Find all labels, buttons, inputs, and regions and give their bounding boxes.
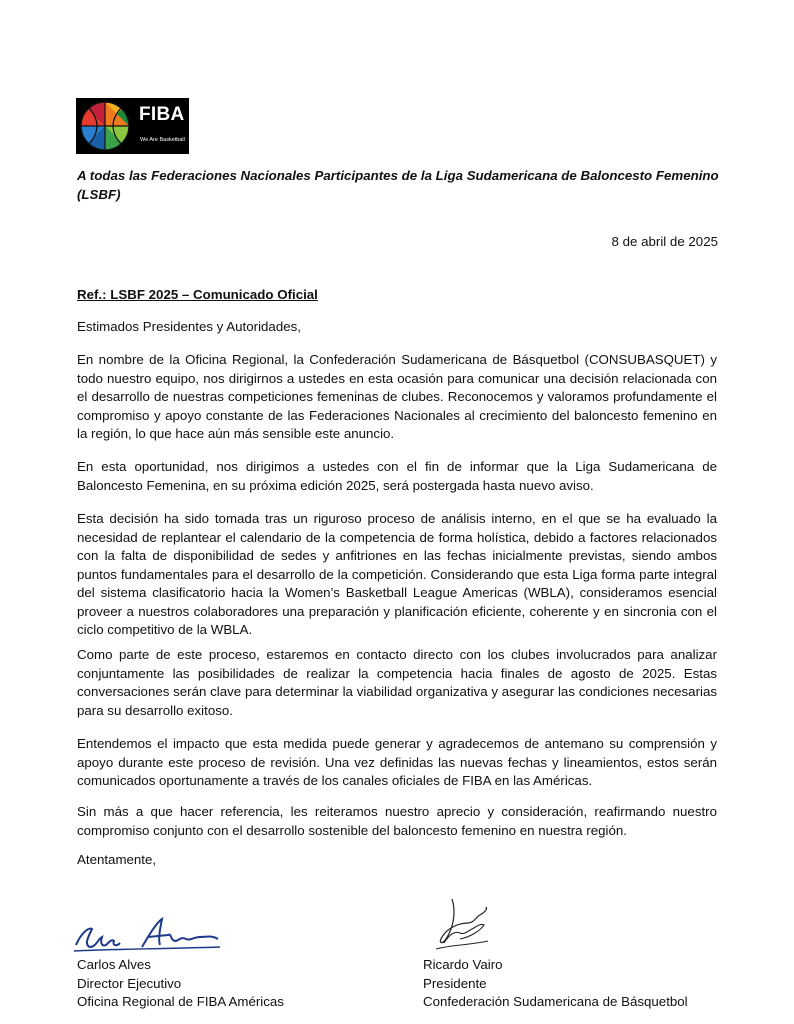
body-paragraph: Como parte de este proceso, estaremos en contacto directo con los clubes involucrados para analizar conjuntamente las posibilidades de realizar la competencia hacia finales de agosto de 2025. Estas conversaciones serán clave para determinar la viabilidad organizativa y asegurar las condiciones necesarias para su desarrollo exitoso. — [77, 647, 717, 718]
basketball-globe-icon — [76, 98, 132, 154]
signature-ricardo-vairo — [430, 893, 492, 953]
signatory-title: Presidente — [423, 975, 487, 991]
signatory-organization: Confederación Sudamericana de Básquetbol — [423, 994, 688, 1009]
signatory-name: Ricardo Vairo — [423, 957, 503, 972]
letter-date: 8 de abril de 2025 — [611, 234, 718, 249]
signatory-block-left — [77, 956, 284, 1012]
logo-wordmark: FIBA — [139, 104, 185, 125]
body-paragraph: Sin más a que hacer referencia, les reiteramos nuestro aprecio y consideración, reafirmando nuestro compromiso conjunto con el desarrollo sostenible del baloncesto femenino en nuestra región. — [77, 804, 717, 838]
body-paragraph: Esta decisión ha sido tomada tras un riguroso proceso de análisis interno, en el que se ha evaluado la necesidad de replantear el calendario de la competencia de forma holística, debido a factores relacionados con la falta de disponibilidad de sedes y anfitriones en las fechas inicialmente previstas, siendo ambos puntos fundamentales para el desarrollo de la competición. Considerando que esta Liga forma parte integral del sistema clasificatorio hacia la Women’s Basketball League Americas (WBLA), consideramos esencial proveer a nuestros colaboradores una preparación y planificación eficiente, coherente y en sincronia con el ciclo competitivo de la WBLA. — [77, 511, 717, 637]
letter-greeting: Estimados Presidentes y Autoridades, — [77, 319, 301, 334]
letter-reference: Ref.: LSBF 2025 – Comunicado Oficial — [77, 287, 318, 302]
letter-addressee: A todas las Federaciones Nacionales Participantes de la Liga Sudamericana de Baloncesto Femenino (LSBF) — [77, 168, 719, 202]
body-paragraph: Entendemos el impacto que esta medida puede generar y agradecemos de antemano su comprensión y apoyo durante este proceso de revisión. Una vez definidas las nuevas fechas y lineamientos, estos serán comunicados oportunamente a través de los canales oficiales de FIBA en las Américas. — [77, 736, 717, 788]
letter-closing: Atentamente, — [77, 852, 157, 867]
signatory-name: Carlos Alves — [77, 957, 151, 972]
signatory-organization: Oficina Regional de FIBA Américas — [77, 994, 284, 1009]
fiba-logo — [76, 98, 189, 154]
signature-carlos-alves — [72, 915, 222, 955]
body-paragraph: En nombre de la Oficina Regional, la Confederación Sudamericana de Básquetbol (CONSUBASQUET) y todo nuestro equipo, nos dirigirnos a ustedes en esta ocasión para comunicar una decisión relacionada con el desarrollo de nuestras competiciones femeninas de clubes. Reconocemos y valoramos profundamente el compromiso y apoyo constante de las Federaciones Nacionales al crecimiento del baloncesto femenino en la región, lo que hace aún más sensible este anuncio. — [77, 352, 717, 441]
logo-tagline: We Are Basketball — [140, 137, 185, 143]
signatory-title: Director Ejecutivo — [77, 975, 182, 991]
body-paragraph: En esta oportunidad, nos dirigimos a ustedes con el fin de informar que la Liga Sudamericana de Baloncesto Femenina, en su próxima edición 2025, será postergada hasta nuevo aviso. — [77, 459, 717, 493]
signatory-block-right — [423, 956, 688, 1012]
